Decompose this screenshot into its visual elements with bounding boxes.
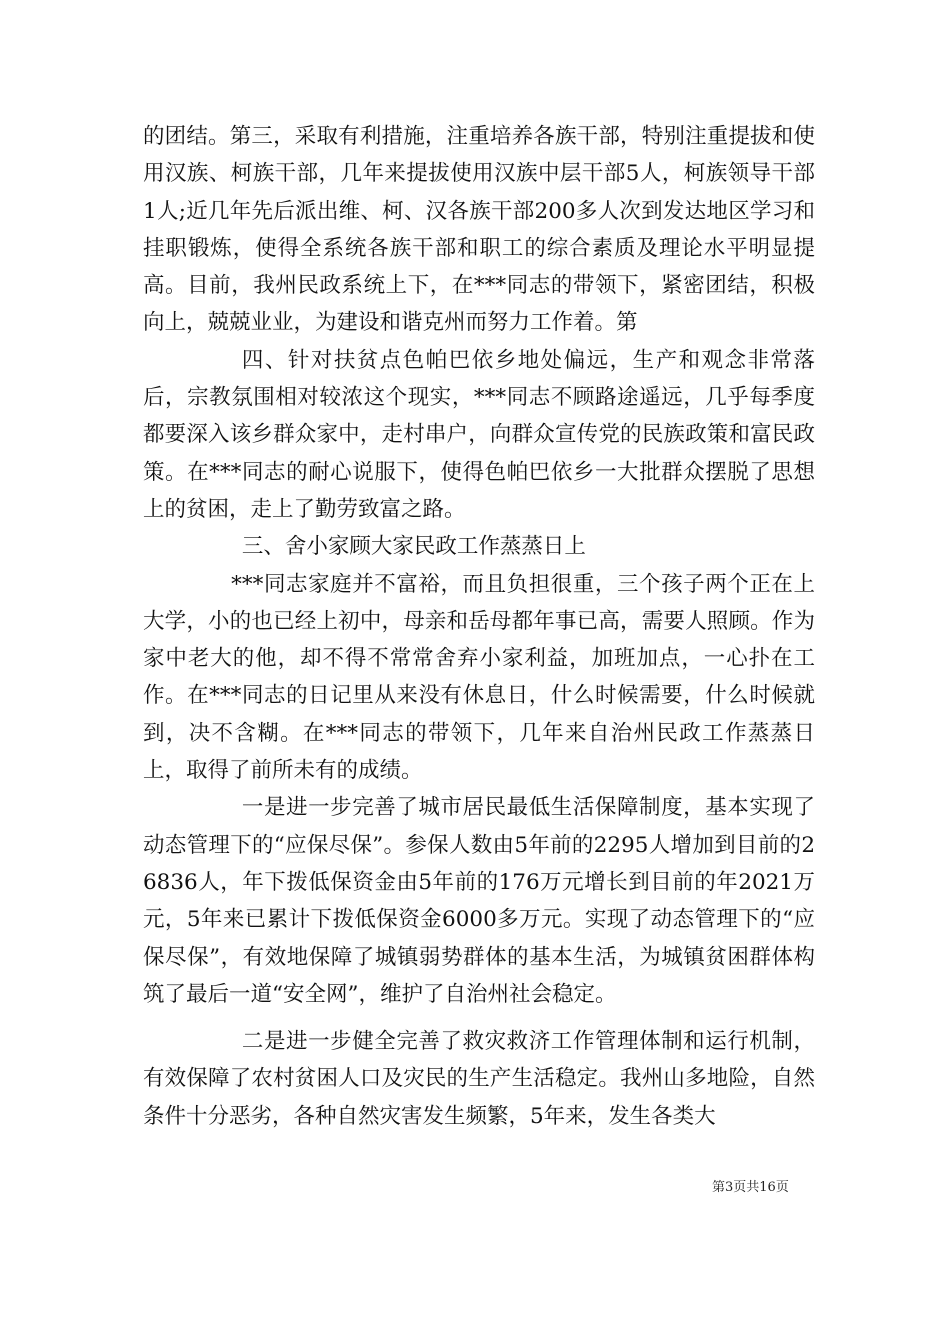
paragraph-minimum-living-security: 一是进一步完善了城市居民最低生活保障制度，基本实现了动态管理下的“应保尽保”。参保人数由5年前的2295人增加到目前的26836人，年下拨低保资金由5年前的176万元增长到目前的年2021万元，5年来已累计下拨低保资金6000多万元。实现了动态管理下的“应保尽保”，有效地保障了城镇弱势群体的基本生活，为城镇贫困群体构筑了最后一道“安全网”，维护了自治州社会稳定。 bbox=[143, 795, 815, 1007]
paragraph-unity-cadres: 的团结。第三，采取有利措施，注重培养各族干部，特别注重提拔和使用汉族、柯族干部，几年来提拔使用汉族中层干部5人，柯族领导干部1人;近几年先后派出维、柯、汉各族干部200多人次到发达地区学习和挂职锻炼，使得全系统各族干部和职工的综合素质及理论水平明显提高。目前，我州民政系统上下，在***同志的带领下，紧密团结，积极向上，兢兢业业，为建设和谐克州而努力工作着。第 bbox=[143, 124, 815, 336]
paragraph-disaster-relief: 二是进一步健全完善了救灾救济工作管理体制和运行机制，有效保障了农村贫困人口及灾民的生产生活稳定。我州山多地险，自然条件十分恶劣，各种自然灾害发生频繁，5年来，发生各类大 bbox=[143, 1029, 815, 1129]
section-heading-three: 三、舍小家顾大家民政工作蒸蒸日上 bbox=[241, 534, 586, 560]
page-number: 第3页共16页 bbox=[712, 1180, 789, 1195]
paragraph-family-sacrifice: ***同志家庭并不富裕，而且负担很重，三个孩子两个正在上大学，小的也已经上初中，母亲和岳母都年事已高，需要人照顾。作为家中老大的他，却不得不常常舍弃小家利益，加班加点，一心扑在工作。在***同志的日记里从来没有休息日，什么时候需要，什么时候就到，决不含糊。在***同志的带领下，几年来自治州民政工作蒸蒸日上，取得了前所未有的成绩。 bbox=[143, 571, 815, 784]
document-body bbox=[143, 118, 815, 1135]
paragraph-poverty-relief: 四、针对扶贫点色帕巴依乡地处偏远，生产和观念非常落后，宗教氛围相对较浓这个现实，***同志不顾路途遥远，几乎每季度都要深入该乡群众家中，走村串户，向群众宣传党的民族政策和富民政策。在***同志的耐心说服下，使得色帕巴依乡一大批群众摆脱了思想上的贫困，走上了勤劳致富之路。 bbox=[143, 347, 815, 522]
